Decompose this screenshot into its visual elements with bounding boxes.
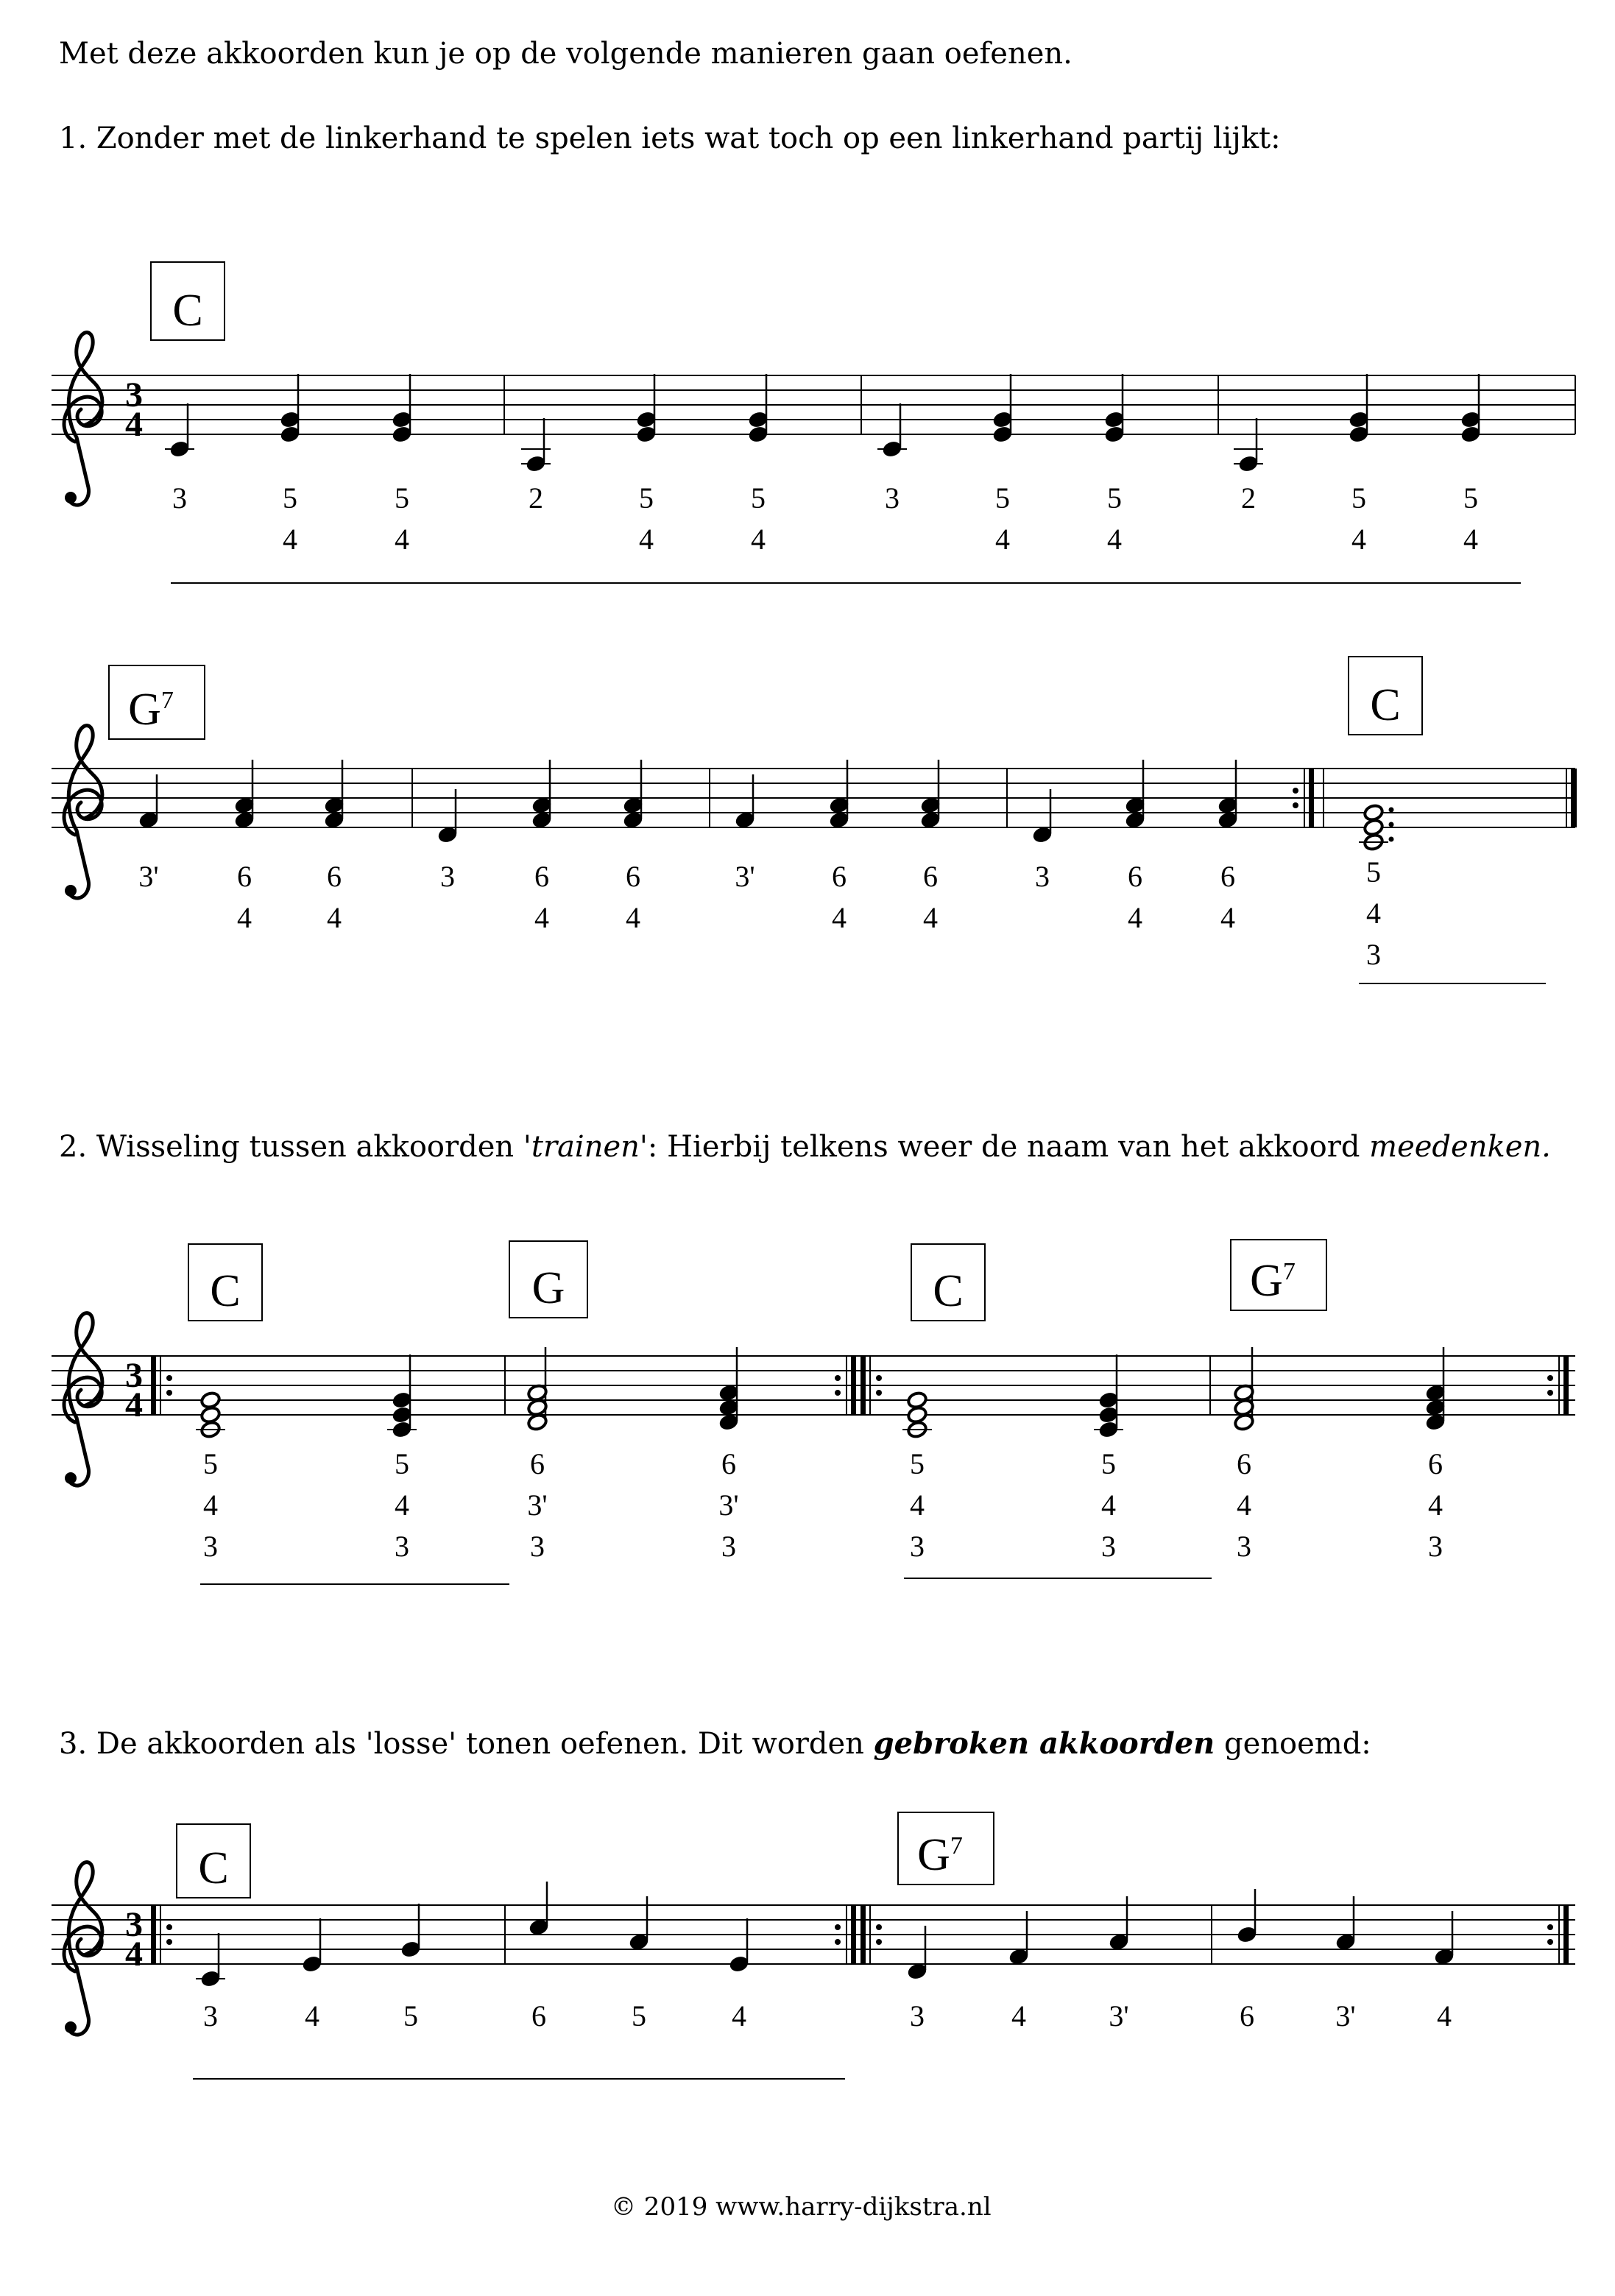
finger-number: 3 <box>721 1530 736 1563</box>
chord-symbol: C <box>172 286 203 336</box>
finger-number: 6 <box>626 860 640 893</box>
repeat-dot <box>1547 1375 1553 1381</box>
quarter-note <box>1234 418 1263 473</box>
repeat-dot <box>166 1939 172 1945</box>
finger-number: 6 <box>327 860 342 893</box>
final-barline-thick <box>1571 769 1577 827</box>
finger-number: 6 <box>923 860 938 893</box>
treble-clef-icon <box>64 726 102 898</box>
finger-number: 6 <box>1237 1447 1251 1480</box>
repeat-start-thick <box>151 1356 156 1415</box>
repeat-dot <box>166 1375 172 1381</box>
dyad-quarter-note <box>829 760 850 830</box>
repeat-dot <box>166 1390 172 1396</box>
finger-number: 3' <box>735 860 755 893</box>
dyad-quarter-note <box>1218 760 1239 830</box>
finger-number: 4 <box>534 901 549 934</box>
finger-number: 3' <box>138 860 159 893</box>
dyad-quarter-note <box>748 374 769 444</box>
finger-number: 5 <box>1107 481 1122 515</box>
finger-number: 3 <box>172 481 187 515</box>
repeat-end-thick <box>851 1905 856 1964</box>
chord-superscript: 7 <box>1282 1258 1296 1285</box>
final-finger-number: 3 <box>1366 938 1381 971</box>
finger-number: 4 <box>626 901 640 934</box>
staff-row1 <box>52 333 1575 505</box>
finger-number: 3' <box>1335 1999 1356 2032</box>
section2-heading-part1: 2. Wisseling tussen akkoorden <box>59 1130 523 1164</box>
finger-number: 4 <box>1463 523 1478 556</box>
treble-clef-icon <box>64 333 102 505</box>
repeat-dot <box>835 1939 841 1945</box>
quarter-note <box>400 1904 422 1959</box>
finger-number: 3 <box>203 1999 218 2032</box>
chord-label-c-row3a <box>188 1244 262 1321</box>
dyad-quarter-note <box>623 760 644 830</box>
time-signature-top: 3 <box>125 375 143 414</box>
chord-label-c-row4 <box>177 1824 250 1898</box>
finger-number: 4 <box>732 1999 746 2032</box>
finger-number: 4 <box>1437 1999 1452 2032</box>
finger-number: 5 <box>632 1999 646 2032</box>
repeat-dot <box>835 1924 841 1930</box>
half-chord <box>1234 1347 1255 1432</box>
quarter-chord <box>387 1354 417 1439</box>
dyad-quarter-note <box>1460 374 1482 444</box>
finger-number: 4 <box>910 1488 925 1522</box>
repeat-dot <box>1547 1390 1553 1396</box>
finger-number: 6 <box>1428 1447 1443 1480</box>
dyad-quarter-note <box>280 374 301 444</box>
repeat-dot <box>876 1924 882 1930</box>
finger-number: 6 <box>1220 860 1235 893</box>
finger-number: 6 <box>534 860 549 893</box>
finger-number: 4 <box>1128 901 1142 934</box>
chord-symbol: $G^7$ <box>128 685 174 735</box>
chord-symbol: C <box>198 1843 229 1893</box>
notehead <box>1363 803 1385 822</box>
finger-number: 3 <box>530 1530 545 1563</box>
finger-number: 3' <box>1109 1999 1129 2032</box>
time-signature-bottom: 4 <box>125 1935 143 1974</box>
repeat-dot <box>835 1390 841 1396</box>
quarter-note <box>302 1918 323 1974</box>
finger-number: 5 <box>639 481 654 515</box>
finger-number: 5 <box>995 481 1010 515</box>
repeat-dot <box>876 1375 882 1381</box>
finger-number: 5 <box>751 481 766 515</box>
chord-label-c-row3b <box>911 1244 985 1321</box>
chord-label-g-row3 <box>509 1241 587 1318</box>
treble-clef-icon <box>64 1313 102 1486</box>
dyad-quarter-note <box>992 374 1014 444</box>
finger-number: 4 <box>203 1488 218 1522</box>
final-finger-number: 5 <box>1366 855 1381 889</box>
augmentation-dot <box>1389 822 1394 827</box>
quarter-chord <box>1094 1354 1123 1439</box>
chord-superscript: 7 <box>160 687 174 714</box>
time-signature-top: 3 <box>125 1356 143 1395</box>
dyad-quarter-note <box>1125 760 1146 830</box>
time-signature-top: 3 <box>125 1905 143 1944</box>
finger-number: 3 <box>910 1530 925 1563</box>
finger-number: 4 <box>237 901 252 934</box>
repeat-dot <box>1547 1939 1553 1945</box>
chord-symbol: G <box>531 1263 565 1313</box>
chord-label-g7-row3 <box>1231 1240 1326 1310</box>
finger-number: 3' <box>718 1488 739 1522</box>
section3-heading-bold: gebroken akkoorden <box>873 1726 1215 1761</box>
finger-number: 5 <box>1101 1447 1116 1480</box>
section1-heading: 1. Zonder met de linkerhand te spelen iets wat toch op een linkerhand partij lijkt: <box>59 121 1281 155</box>
finger-number: 4 <box>1220 901 1235 934</box>
section3-heading-part1: 3. De akkoorden als 'losse' tonen oefenen. Dit worden <box>59 1727 874 1761</box>
chord-symbol: C <box>210 1266 241 1316</box>
finger-number: 4 <box>1428 1488 1443 1522</box>
quarter-note <box>877 403 907 459</box>
finger-number: 4 <box>1101 1488 1116 1522</box>
finger-number: 5 <box>1463 481 1478 515</box>
finger-number: 4 <box>1107 523 1122 556</box>
dyad-quarter-note <box>1104 374 1125 444</box>
repeat-end-thick <box>1563 1356 1569 1415</box>
treble-clef-icon <box>64 1862 102 2035</box>
finger-number: 4 <box>283 523 297 556</box>
repeat-end-thick <box>1309 769 1314 827</box>
repeat-dot <box>1293 788 1298 794</box>
repeat-dot <box>835 1375 841 1381</box>
time-signature-bottom: 4 <box>125 405 143 444</box>
intro-text: Met deze akkoorden kun je op de volgende manieren gaan oefenen. <box>59 37 1072 71</box>
repeat-dot <box>1293 802 1298 808</box>
chord-label-c-final-row2 <box>1349 657 1422 735</box>
finger-number: 6 <box>531 1999 546 2032</box>
finger-number: 3 <box>1428 1530 1443 1563</box>
finger-number: 4 <box>1351 523 1366 556</box>
repeat-end-thick <box>851 1356 856 1415</box>
quarter-note <box>165 403 194 459</box>
finger-number: 4 <box>995 523 1010 556</box>
finger-number: 6 <box>1128 860 1142 893</box>
finger-number: 3 <box>1035 860 1050 893</box>
copyright-footer: © 2019 www.harry-dijkstra.nl <box>611 2192 992 2222</box>
chord-symbol: $G^7$ <box>917 1830 963 1880</box>
finger-number: 3 <box>1237 1530 1251 1563</box>
finger-number: 3 <box>395 1530 409 1563</box>
section2-heading-part2: : Hierbij telkens weer de naam van het akkoord <box>647 1130 1370 1164</box>
finger-number: 4 <box>923 901 938 934</box>
quarter-note <box>521 418 551 473</box>
finger-number: 4 <box>639 523 654 556</box>
finger-number: 6 <box>237 860 252 893</box>
finger-number: 2 <box>1241 481 1256 515</box>
time-signature-bottom: 4 <box>125 1385 143 1424</box>
finger-number: 4 <box>395 523 409 556</box>
chord-superscript: 7 <box>950 1832 963 1859</box>
chord-label-c-row1 <box>151 262 225 340</box>
chord-label-g7-row4 <box>898 1812 994 1885</box>
finger-number: 4 <box>305 1999 319 2032</box>
chord-symbol: C <box>933 1266 964 1316</box>
notehead <box>907 1391 928 1409</box>
quarter-chord <box>718 1347 740 1432</box>
finger-number: 3 <box>910 1999 925 2032</box>
quarter-note <box>1237 1889 1258 1944</box>
staff-row3 <box>52 1313 1575 1486</box>
finger-number: 2 <box>529 481 543 515</box>
finger-number: 5 <box>203 1447 218 1480</box>
repeat-dot <box>1547 1924 1553 1930</box>
staff-row2 <box>52 726 1575 898</box>
finger-number: 4 <box>1011 1999 1026 2032</box>
chord-label-g7-row2 <box>109 665 205 739</box>
finger-number: 3 <box>203 1530 218 1563</box>
finger-number: 6 <box>530 1447 545 1480</box>
quarter-note <box>729 1918 750 1974</box>
finger-number: 5 <box>910 1447 925 1480</box>
half-chord <box>527 1347 548 1432</box>
section2-heading-emphasis1: 'trainen' <box>523 1130 648 1164</box>
finger-number: 3 <box>440 860 455 893</box>
finger-number: 5 <box>1351 481 1366 515</box>
dyad-quarter-note <box>1349 374 1370 444</box>
finger-number: 4 <box>751 523 766 556</box>
quarter-note <box>529 1882 550 1937</box>
chord-symbol: $G^7$ <box>1250 1256 1296 1306</box>
finger-number: 5 <box>283 481 297 515</box>
finger-number: 5 <box>395 481 409 515</box>
augmentation-dot <box>1389 808 1394 813</box>
finger-number: 3 <box>1101 1530 1116 1563</box>
repeat-start-thick <box>860 1356 866 1415</box>
finger-number: 4 <box>327 901 342 934</box>
repeat-start-thick <box>860 1905 866 1964</box>
finger-number: 3 <box>885 481 900 515</box>
finger-number: 5 <box>403 1999 418 2032</box>
finger-number: 4 <box>395 1488 409 1522</box>
notation-layer <box>52 262 1577 2079</box>
finger-number: 6 <box>721 1447 736 1480</box>
dyad-quarter-note <box>324 760 345 830</box>
finger-number: 5 <box>395 1447 409 1480</box>
repeat-dot <box>876 1939 882 1945</box>
dyad-quarter-note <box>531 760 553 830</box>
dyad-quarter-note <box>636 374 657 444</box>
repeat-end-thick <box>1563 1905 1569 1964</box>
finger-number: 6 <box>832 860 847 893</box>
repeat-dot <box>166 1924 172 1930</box>
final-finger-number: 4 <box>1366 897 1381 930</box>
finger-number: 6 <box>1240 1999 1254 2032</box>
repeat-dot <box>876 1390 882 1396</box>
dyad-quarter-note <box>234 760 255 830</box>
section2-heading-emphasis2: meedenken. <box>1369 1130 1551 1164</box>
notehead <box>200 1391 222 1409</box>
finger-number: 4 <box>1237 1488 1251 1522</box>
quarter-note <box>196 1933 225 1988</box>
quarter-chord <box>1425 1347 1446 1432</box>
chord-symbol: C <box>1370 680 1401 730</box>
dyad-quarter-note <box>392 374 413 444</box>
section3-heading-part2: genoemd: <box>1215 1727 1371 1761</box>
finger-number: 4 <box>832 901 847 934</box>
augmentation-dot <box>1389 837 1394 842</box>
dyad-quarter-note <box>920 760 941 830</box>
repeat-start-thick <box>151 1905 156 1964</box>
finger-number: 3' <box>527 1488 548 1522</box>
